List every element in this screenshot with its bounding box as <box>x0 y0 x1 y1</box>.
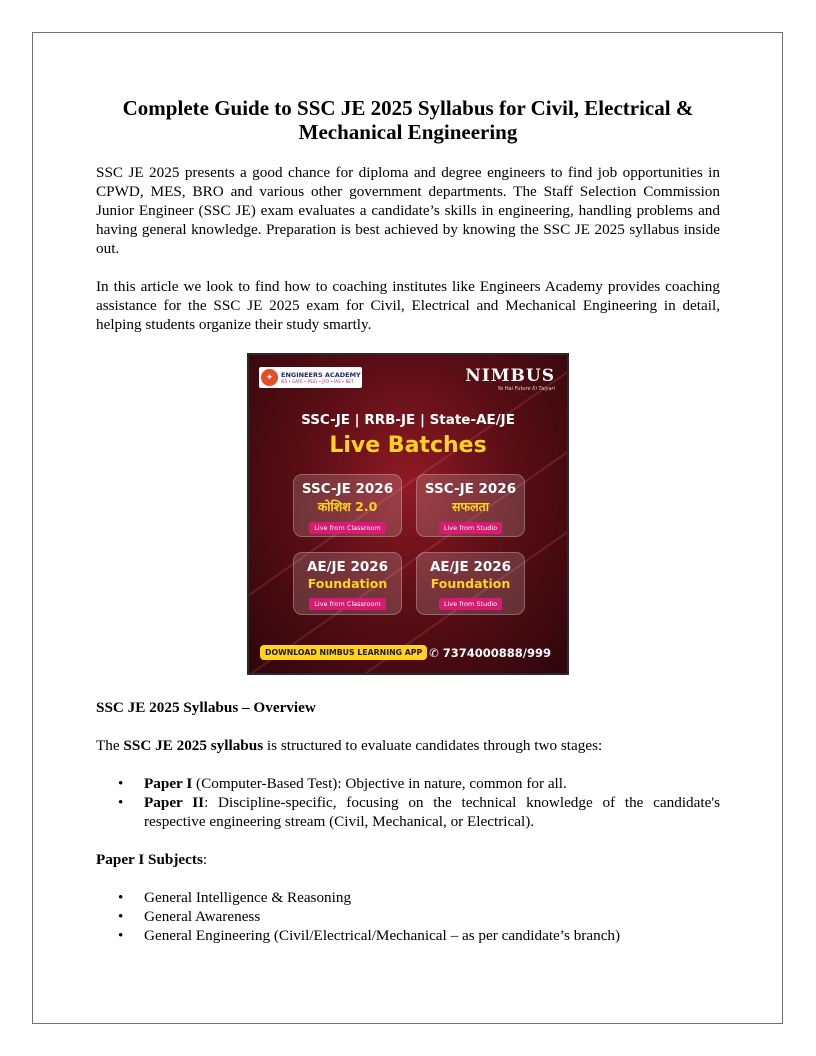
subject-name: General Awareness <box>144 908 261 925</box>
batch-card <box>293 552 402 615</box>
banner-subheadline: Live Batches <box>329 433 487 458</box>
batch-card-tag: Live from Studio <box>439 598 502 610</box>
subjects-heading-colon: : <box>202 851 208 868</box>
structure-text-before: The <box>96 737 124 754</box>
list-item <box>96 774 720 793</box>
paper-name: Paper II <box>144 794 205 811</box>
banner-container <box>96 353 720 675</box>
bullet-icon: • <box>118 775 124 792</box>
list-item <box>96 793 720 831</box>
subject-name: General Engineering (Civil/Electrical/Mechanical – as per candidate’s branch) <box>144 927 621 944</box>
page-title <box>96 96 720 144</box>
batch-card-title: SSC-JE 2026 <box>301 481 394 497</box>
subjects-heading <box>96 850 720 869</box>
coaching-paragraph: In this article we look to find how to coaching institutes like Engineers Academy provides coaching assistance for the SSC JE 2025 exam for Civil, Electrical and Mechanical Engineering in detail, helping students organize their study smartly. <box>96 278 720 333</box>
nimbus-brand <box>465 366 555 392</box>
batch-card <box>293 474 402 537</box>
batch-card-subtitle: कोशिश 2.0 <box>317 499 378 514</box>
logo-title: ENGINEERS ACADEMY <box>281 371 361 379</box>
overview-heading: SSC JE 2025 Syllabus – Overview <box>96 699 316 716</box>
brand-tagline: Ye Hai Future Ki Taiyari <box>497 386 555 392</box>
structure-paragraph <box>96 736 720 755</box>
paper-description: : Discipline-specific, focusing on the technical knowledge of the candidate's respective engineering stream (Civil, Mechanical, or Electrical). <box>144 794 720 830</box>
engineers-academy-logo <box>259 367 362 388</box>
batch-card-subtitle: सफलता <box>452 499 489 514</box>
document-body <box>96 96 720 945</box>
paper-list <box>96 774 720 831</box>
banner-headline: SSC-JE | RRB-JE | State-AE/JE <box>301 412 515 428</box>
download-app-label: DOWNLOAD NIMBUS LEARNING APP <box>260 645 427 660</box>
phone-number <box>429 646 551 660</box>
paper-description: (Computer-Based Test): Objective in nature, common for all. <box>192 775 567 792</box>
brand-name: NIMBUS <box>465 366 555 386</box>
batch-card-title: AE/JE 2026 <box>429 559 512 575</box>
batch-card-title: AE/JE 2026 <box>306 559 389 575</box>
batch-card <box>416 552 525 615</box>
structure-text-bold: SSC JE 2025 syllabus <box>123 737 264 754</box>
batch-card-tag: Live from Studio <box>439 522 502 534</box>
bullet-icon: • <box>118 889 124 906</box>
bullet-icon: • <box>118 927 124 944</box>
batch-card-title: SSC-JE 2026 <box>424 481 517 497</box>
promo-banner-image <box>247 353 569 675</box>
logo-subtitle: IES • GATE • PSUs • JTO • IAS • NET <box>281 379 354 384</box>
batch-card <box>416 474 525 537</box>
bullet-icon: • <box>118 794 124 811</box>
list-item <box>96 926 720 945</box>
paper-name: Paper I <box>144 775 193 792</box>
phone-number-text: 7374000888/999 <box>442 646 551 660</box>
subject-list <box>96 888 720 945</box>
subject-name: General Intelligence & Reasoning <box>144 889 352 906</box>
list-item <box>96 888 720 907</box>
bullet-icon: • <box>118 908 124 925</box>
batch-card-tag: Live from Classroom <box>309 598 385 610</box>
batch-card-tag: Live from Classroom <box>309 522 385 534</box>
subjects-heading-text: Paper I Subjects <box>96 851 203 868</box>
intro-paragraph: SSC JE 2025 presents a good chance for diploma and degree engineers to find job opportunities in CPWD, MES, BRO and various other government departments. The Staff Selection Commission Junior Engineer (SSC JE) exam evaluates a candidate’s skills in engineering, handling problems and having general knowledge. Preparation is best achieved by knowing the SSC JE 2025 syllabus inside out. <box>96 164 720 257</box>
title-line-2: Mechanical Engineering <box>298 120 518 144</box>
batch-card-subtitle: Foundation <box>307 576 388 591</box>
structure-text-after: is structured to evaluate candidates through two stages: <box>263 737 603 754</box>
batch-card-subtitle: Foundation <box>430 576 511 591</box>
phone-icon: ✆ <box>429 646 443 660</box>
title-line-1: Complete Guide to SSC JE 2025 Syllabus for Civil, Electrical & <box>122 96 694 120</box>
academy-emblem-icon: ✦ <box>261 369 278 386</box>
list-item <box>96 907 720 926</box>
